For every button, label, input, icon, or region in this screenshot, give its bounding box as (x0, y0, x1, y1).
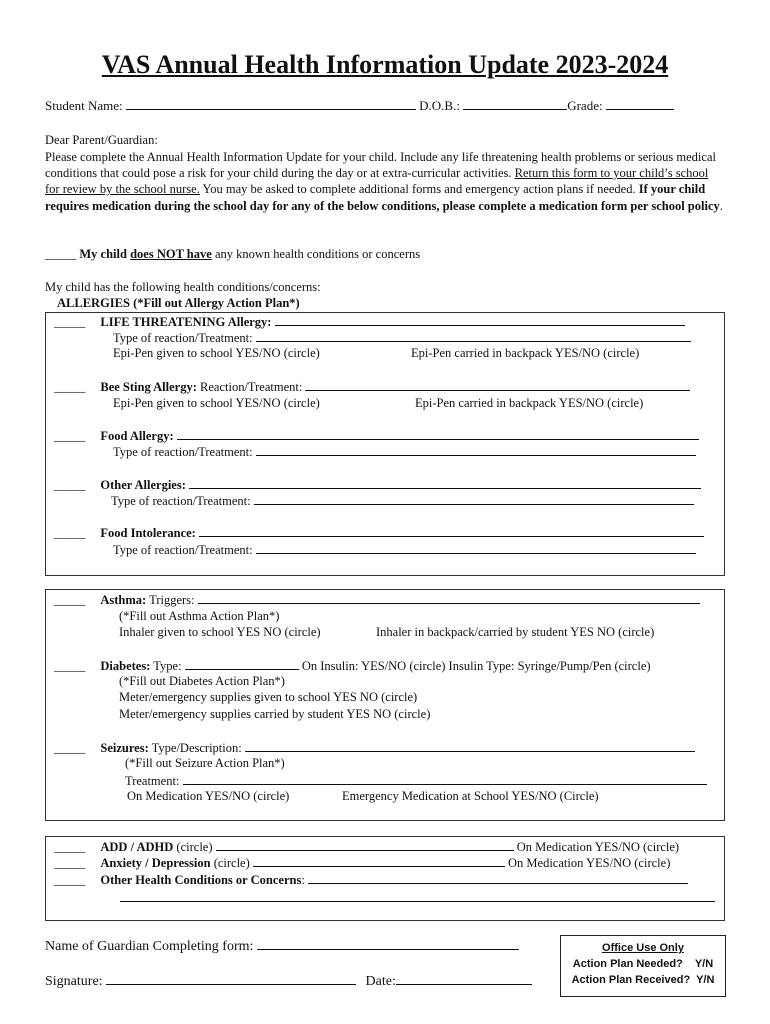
other-allergies-row[interactable]: _____ Other Allergies: (54, 477, 701, 493)
page-title: VAS Annual Health Information Update 2023-2024 (101, 50, 669, 79)
instructions-paragraph: Please complete the Annual Health Information Update for your child. Include any life threatening health problems or serious medical conditions that could pose a risk for your child during the day or at extra-curricular activities. Return this form to your child’s school for review by the school nurse. You may be asked to complete additional forms and emergency action plans if needed. If your child requires medication during the school day for any of the below conditions, please complete a medication form per school policy. (45, 150, 723, 213)
signature-row[interactable] (45, 973, 532, 990)
supplies-school[interactable]: Meter/emergency supplies given to school YES NO (circle) (119, 690, 418, 704)
seizure-emergency-medication[interactable]: Emergency Medication at School YES/NO (Circle) (342, 789, 599, 803)
date-field[interactable] (396, 973, 532, 985)
student-name-field[interactable] (126, 98, 416, 110)
guardian-name-row[interactable] (45, 938, 519, 955)
greeting: Dear Parent/Guardian: (45, 133, 158, 147)
epipen-school-2[interactable]: Epi-Pen given to school YES/NO (circle) (113, 396, 320, 410)
food-allergy-reaction[interactable]: Type of reaction/Treatment: (113, 444, 696, 460)
food-intolerance-row[interactable]: _____ Food Intolerance: (54, 525, 704, 541)
student-name-label: Student Name: (45, 98, 123, 113)
seizure-medication[interactable]: On Medication YES/NO (circle) (127, 789, 290, 803)
allergies-header: ALLERGIES (*Fill out Allergy Action Plan*) (57, 296, 300, 310)
guardian-name-field[interactable] (257, 938, 519, 950)
adhd-row[interactable]: _____ ADD / ADHD (circle) On Medication YES/NO (circle) (54, 840, 680, 854)
diabetes-row[interactable]: _____ Diabetes: Type: On Insulin: YES/NO (circle) Insulin Type: Syringe/Pump/Pen (circle) (54, 659, 651, 673)
office-use-box (560, 935, 726, 997)
seizure-treatment[interactable]: Treatment: (125, 773, 707, 789)
other-health-line-2[interactable] (120, 889, 715, 902)
guardian-name-label: Name of Guardian Completing form: (45, 939, 254, 954)
bee-sting-allergy-row[interactable]: _____ Bee Sting Allergy: Reaction/Treatment: (54, 379, 690, 395)
food-allergy-row[interactable]: _____ Food Allergy: (54, 428, 699, 444)
seizure-plan: (*Fill out Seizure Action Plan*) (125, 756, 285, 770)
asthma-plan: (*Fill out Asthma Action Plan*) (119, 609, 280, 623)
conditions-intro: My child has the following health conditions/concerns: (45, 280, 321, 294)
life-threatening-allergy-row[interactable]: _____ LIFE THREATENING Allergy: (54, 314, 685, 330)
grade-label: Grade: (567, 98, 603, 113)
action-plan-received[interactable]: Action Plan Received? Y/N (571, 974, 715, 986)
date-label: Date: (365, 974, 396, 989)
epipen-school-1[interactable]: Epi-Pen given to school YES/NO (circle) (113, 346, 320, 360)
epipen-backpack-2[interactable]: Epi-Pen carried in backpack YES/NO (circle) (415, 396, 644, 410)
other-allergies-reaction[interactable]: Type of reaction/Treatment: (111, 493, 694, 509)
inhaler-school[interactable]: Inhaler given to school YES NO (circle) (119, 625, 321, 639)
dob-label: D.O.B.: (419, 98, 460, 113)
no-conditions-line[interactable]: _____ My child does NOT have any known health conditions or concerns (45, 247, 421, 261)
epipen-backpack-1[interactable]: Epi-Pen carried in backpack YES/NO (circle) (411, 346, 640, 360)
seizures-row[interactable]: _____ Seizures: Type/Description: (54, 740, 695, 756)
life-threatening-reaction[interactable]: Type of reaction/Treatment: (113, 330, 691, 346)
grade-field[interactable] (606, 98, 674, 110)
office-use-header: Office Use Only (602, 942, 684, 954)
inhaler-backpack[interactable]: Inhaler in backpack/carried by student YES NO (circle) (376, 625, 655, 639)
anxiety-row[interactable]: _____ Anxiety / Depression (circle) On Medication YES/NO (circle) (54, 856, 671, 870)
dob-field[interactable] (463, 98, 567, 110)
signature-field[interactable] (106, 973, 356, 985)
food-intolerance-reaction[interactable]: Type of reaction/Treatment: (113, 542, 696, 558)
diabetes-plan: (*Fill out Diabetes Action Plan*) (119, 674, 285, 688)
asthma-row[interactable]: _____ Asthma: Triggers: (54, 592, 700, 608)
supplies-student[interactable]: Meter/emergency supplies carried by student YES NO (circle) (119, 707, 431, 721)
signature-label: Signature: (45, 974, 103, 989)
action-plan-needed[interactable]: Action Plan Needed? Y/N (572, 958, 714, 970)
other-health-row[interactable]: _____ Other Health Conditions or Concerns: (54, 872, 688, 888)
student-info-line (45, 98, 674, 114)
